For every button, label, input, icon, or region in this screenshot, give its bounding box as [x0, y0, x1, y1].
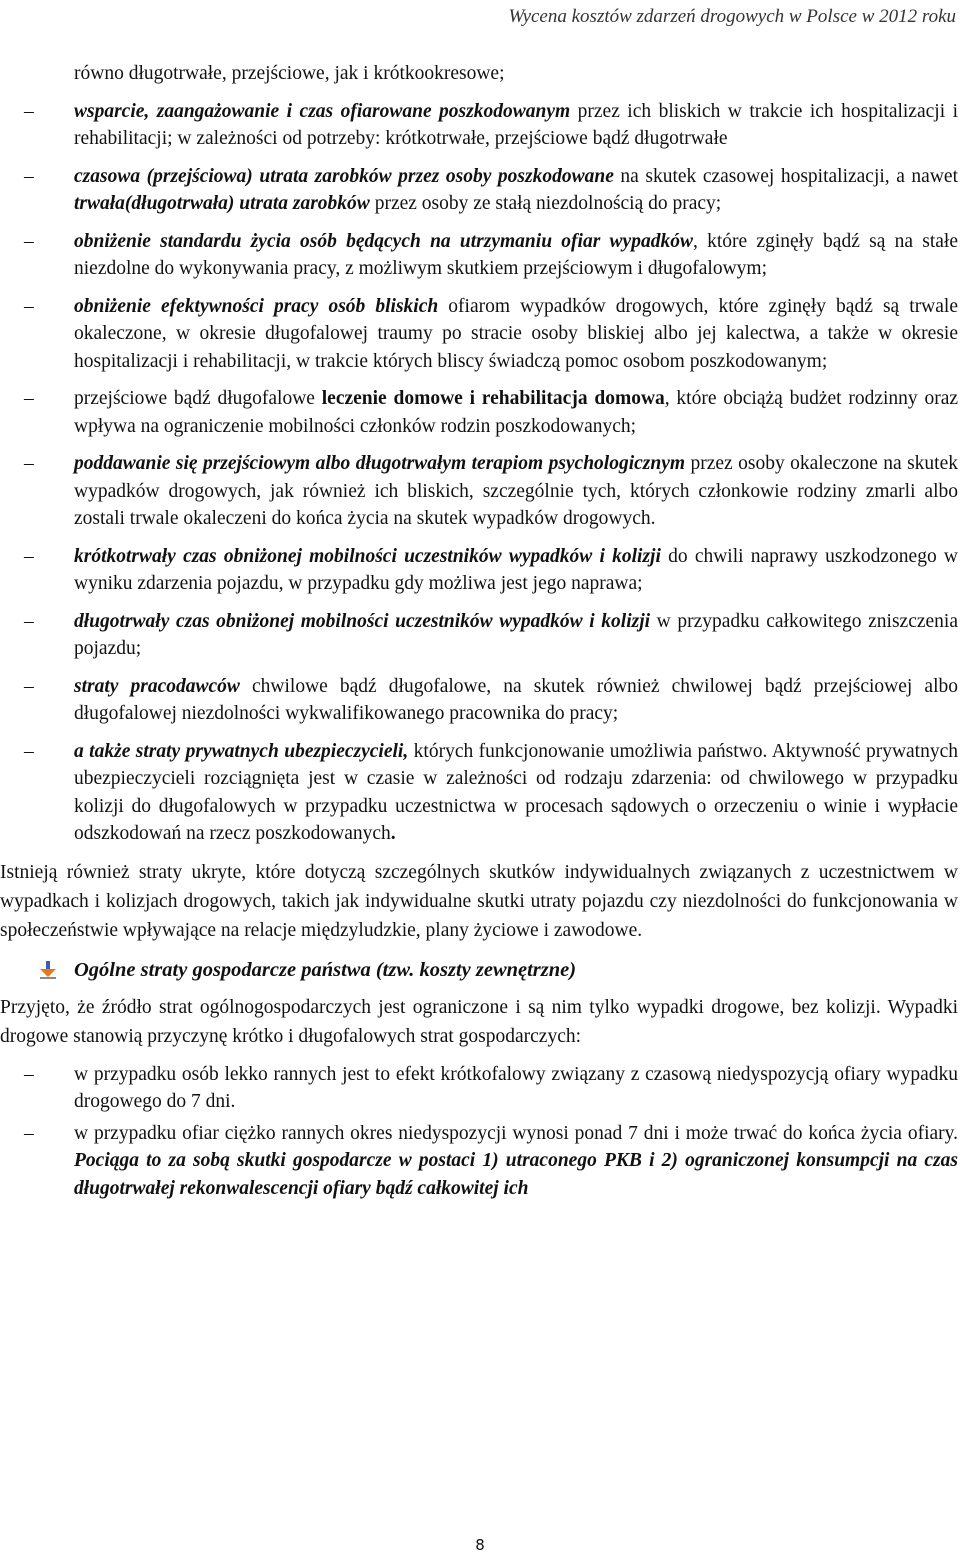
dash-bullet: –: [24, 1063, 34, 1085]
dash-bullet: –: [24, 675, 34, 697]
paragraph-hidden-losses: Istnieją również straty ukryte, które dotyczą szczególnych skutków indywidualnych związanych z uczestnictwem w wypadkach i kolizjach drogowych, takich jak indywidualne skutki utraty pojazdu czy niezdolności do funkcjonowania w społeczeństwie wpływające na relacje międzyludzkie, plany życiowe i zawodowe.: [0, 861, 958, 941]
continuation-line: równo długotrwałe, przejściowe, jak i krótkookresowe;: [74, 63, 505, 84]
dash-bullet: –: [24, 100, 34, 122]
dash-bullet: –: [24, 230, 34, 252]
list-item: – krótkotrwały czas obniżonej mobilności uczestników wypadków i kolizji do chwili naprawy uszkodzonego w wyniku zdarzenia pojazdu, w przypadku gdy możliwa jest jego naprawa;: [0, 543, 960, 598]
dash-bullet: –: [24, 740, 34, 762]
bullet-arrow-icon: [38, 960, 58, 980]
list-item: – w przypadku osób lekko rannych jest to efekt krótkofalowy związany z czasową niedyspozycją ofiary wypadku drogowego do 7 dni.: [0, 1061, 960, 1116]
section-heading: [0, 955, 960, 985]
dash-bullet: –: [24, 295, 34, 317]
page-content: [0, 60, 960, 1212]
running-header: Wycena kosztów zdarzeń drogowych w Polsce w 2012 roku: [508, 6, 956, 27]
dash-bullet: –: [24, 610, 34, 632]
list-item: – straty pracodawców chwilowe bądź długofalowe, na skutek również chwilowej bądź przejściowej albo długofalowej niezdolności wykwalifikowanego pracownika do pracy;: [0, 673, 960, 728]
dash-bullet: –: [24, 388, 34, 409]
dash-bullet: –: [24, 165, 34, 187]
list-item: – obniżenie standardu życia osób będących na utrzymaniu ofiar wypadków, które zginęły bądź są na stałe niezdolne do wykonywania pracy, z możliwym skutkiem przejściowym i długofalowym;: [0, 228, 960, 283]
list-item: – w przypadku ofiar ciężko rannych okres niedyspozycji wynosi ponad 7 dni i może trwać do końca życia ofiary. Pociąga to za sobą skutki gospodarcze w postaci 1) utraconego PKB i 2) ograniczonej konsumpcji na czas długotrwałej rekonwalescencji ofiary bądź całkowitej ich: [0, 1120, 960, 1203]
list-item: – długotrwały czas obniżonej mobilności uczestników wypadków i kolizji w przypadku całkowitego zniszczenia pojazdu;: [0, 608, 960, 663]
list-item: – wsparcie, zaangażowanie i czas ofiarowane poszkodowanym przez ich bliskich w trakcie ich hospitalizacji i rehabilitacji; w zależności od potrzeby: krótkotrwałe, przejściowe bądź długotrwałe: [0, 98, 960, 153]
page-number: 8: [475, 1536, 485, 1554]
dash-bullet: –: [24, 1122, 34, 1144]
section-title: Ogólne straty gospodarcze państwa (tzw. koszty zewnętrzne): [74, 958, 577, 981]
list-item: – czasowa (przejściowa) utrata zarobków przez osoby poszkodowane na skutek czasowej hospitalizacji, a nawet trwała(długotrwała) utrata zarobków przez osoby ze stałą niezdolnością do pracy;: [0, 163, 960, 218]
list-item: – obniżenie efektywności pracy osób bliskich ofiarom wypadków drogowych, które zginęły bądź są trwale okaleczone, w okresie długofalowej traumy po stracie osoby bliskiej albo jej kalectwa, a także w okresie hospitalizacji i rehabilitacji, w trakcie których bliscy świadczą pomoc osobom poszkodowanym;: [0, 293, 960, 376]
dash-bullet: –: [24, 453, 34, 474]
paragraph-intro: Przyjęto, że źródło strat ogólnogospodarczych jest ograniczone i są nim tylko wypadki drogowe, bez kolizji. Wypadki drogowe stanowią przyczynę krótko i długofalowych strat gospodarczych:: [0, 996, 958, 1047]
consequence-list: [0, 98, 960, 848]
list-item: – przejściowe bądź długofalowe leczenie domowe i rehabilitacja domowa, które obciążą budżet rodzinny oraz wpływa na ograniczenie mobilności członków rodzin poszkodowanych;: [0, 385, 960, 440]
dash-bullet: –: [24, 545, 34, 567]
injury-list: [0, 1061, 960, 1203]
list-item: – a także straty prywatnych ubezpieczycieli, których funkcjonowanie umożliwia państwo. Aktywność prywatnych ubezpieczycieli rozciągnięta jest w czasie w zależności od rodzaju zdarzenia: od chwilowego w przypadku kolizji do długofalowych w przypadku uczestnictwa w procesach sądowych o orzeczeniu o winie i wypłacie odszkodowań na rzecz poszkodowanych.: [0, 738, 960, 848]
list-item: – poddawanie się przejściowym albo długotrwałym terapiom psychologicznym przez osoby okaleczone na skutek wypadków drogowych, jak również ich bliskich, szczególnie tych, których członkowie rodziny zmarli albo zostali trwale okaleczeni do końca życia na skutek wypadków drogowych.: [0, 450, 960, 533]
